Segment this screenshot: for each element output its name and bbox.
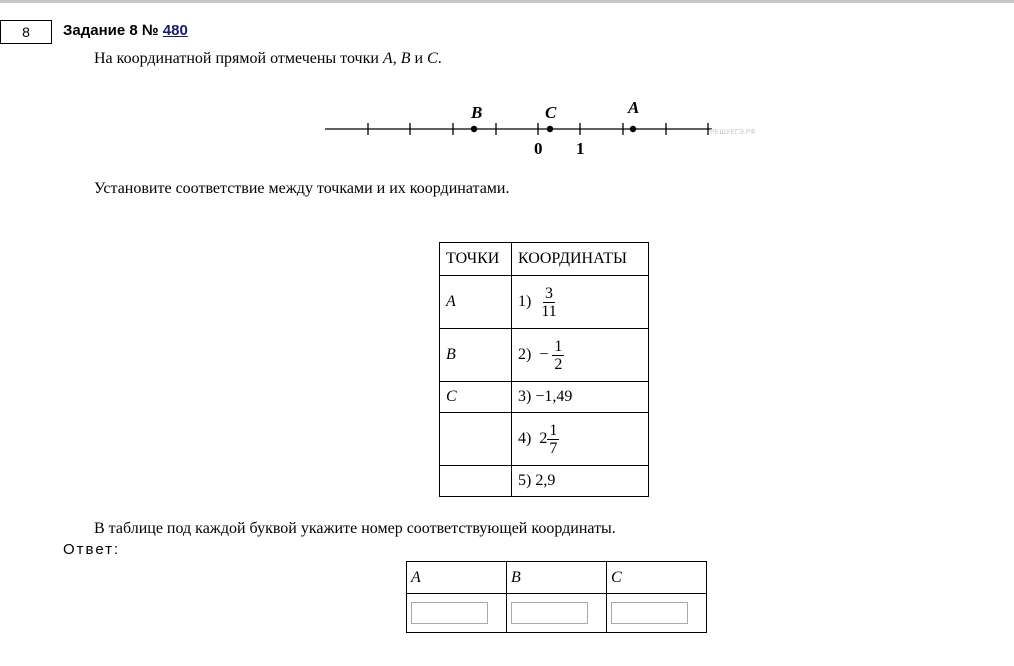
task-title [63, 22, 188, 39]
answer-cell-a [407, 594, 507, 633]
coordinate-cell [512, 276, 649, 329]
answer-cell-b [507, 594, 607, 633]
task-title-prefix: Задание 8 № [63, 22, 159, 39]
number-line-figure [320, 96, 780, 160]
fraction-numerator: 1 [554, 337, 563, 355]
header-coordinates: КООРДИНАТЫ [512, 243, 649, 276]
table-row [440, 382, 649, 413]
coordinate-value: −1,49 [535, 388, 573, 405]
task-intro [94, 49, 442, 69]
fraction-numerator: 1 [549, 421, 558, 439]
coordinate-number: 1) [518, 292, 532, 310]
intro-point-c: C [427, 50, 438, 67]
coordinate-number: 2) [518, 345, 532, 363]
coordinate-cell [512, 329, 649, 382]
answer-label: Ответ: [63, 541, 121, 558]
matching-table [439, 242, 649, 497]
answer-table [406, 561, 707, 633]
fraction-denominator: 2 [554, 355, 563, 373]
table-row [440, 329, 649, 382]
coordinate-number: 5) [518, 472, 532, 489]
intro-sep-1: , [392, 50, 401, 67]
answer-input-a[interactable] [411, 602, 488, 624]
point-cell [440, 466, 512, 497]
answer-header-a: A [407, 562, 507, 594]
number-line [320, 96, 780, 160]
point-cell: A [440, 276, 512, 329]
coordinate-number: 4) [518, 429, 532, 447]
answer-input-row [407, 594, 707, 633]
point-b-label: B [471, 103, 483, 122]
answer-header-c: C [607, 562, 707, 594]
point-a-dot [630, 126, 636, 132]
point-b-dot [471, 126, 477, 132]
coordinate-number: 3) [518, 388, 532, 405]
fraction-numerator: 3 [545, 284, 554, 302]
point-a-label: A [628, 98, 640, 117]
table-row [440, 466, 649, 497]
fraction [552, 338, 564, 373]
table-row [440, 413, 649, 466]
intro-point-b: B [400, 50, 411, 67]
mixed-whole: 2 [539, 429, 548, 447]
answer-cell-c [607, 594, 707, 633]
fraction [539, 285, 558, 320]
answer-input-c[interactable] [611, 602, 688, 624]
matching-header-row [440, 243, 649, 276]
top-divider [0, 0, 1014, 3]
point-c-label: C [545, 103, 557, 122]
table-row [440, 276, 649, 329]
task-id-link[interactable]: 480 [162, 22, 188, 39]
task-number-box: 8 [0, 20, 52, 44]
coordinate-cell [512, 466, 649, 497]
coordinate-cell [512, 413, 649, 466]
instruction-text: Установите соответствие между точками и их координатами. [94, 180, 510, 197]
coordinate-value: 2,9 [535, 472, 556, 489]
fraction [547, 422, 559, 457]
point-c-dot [547, 126, 553, 132]
intro-text: На координатной прямой отмечены точки [94, 50, 383, 67]
point-cell [440, 413, 512, 466]
point-cell: C [440, 382, 512, 413]
tick-label-one: 1 [576, 139, 585, 158]
answer-header-b: B [507, 562, 607, 594]
watermark: РЕШУЕГЭ.РФ [710, 129, 756, 136]
intro-sep-2: и [410, 50, 428, 67]
coordinate-cell [512, 382, 649, 413]
minus-sign: − [539, 345, 549, 363]
fraction-denominator: 7 [549, 439, 558, 457]
answer-instruction: В таблице под каждой буквой укажите номер соответствующей координаты. [94, 520, 616, 537]
answer-header-row [407, 562, 707, 594]
header-points: ТОЧКИ [440, 243, 512, 276]
fraction-denominator: 11 [541, 302, 557, 320]
tick-label-zero: 0 [534, 139, 543, 158]
intro-point-a: A [382, 50, 393, 67]
intro-end: . [437, 50, 442, 67]
point-cell: B [440, 329, 512, 382]
answer-input-b[interactable] [511, 602, 588, 624]
